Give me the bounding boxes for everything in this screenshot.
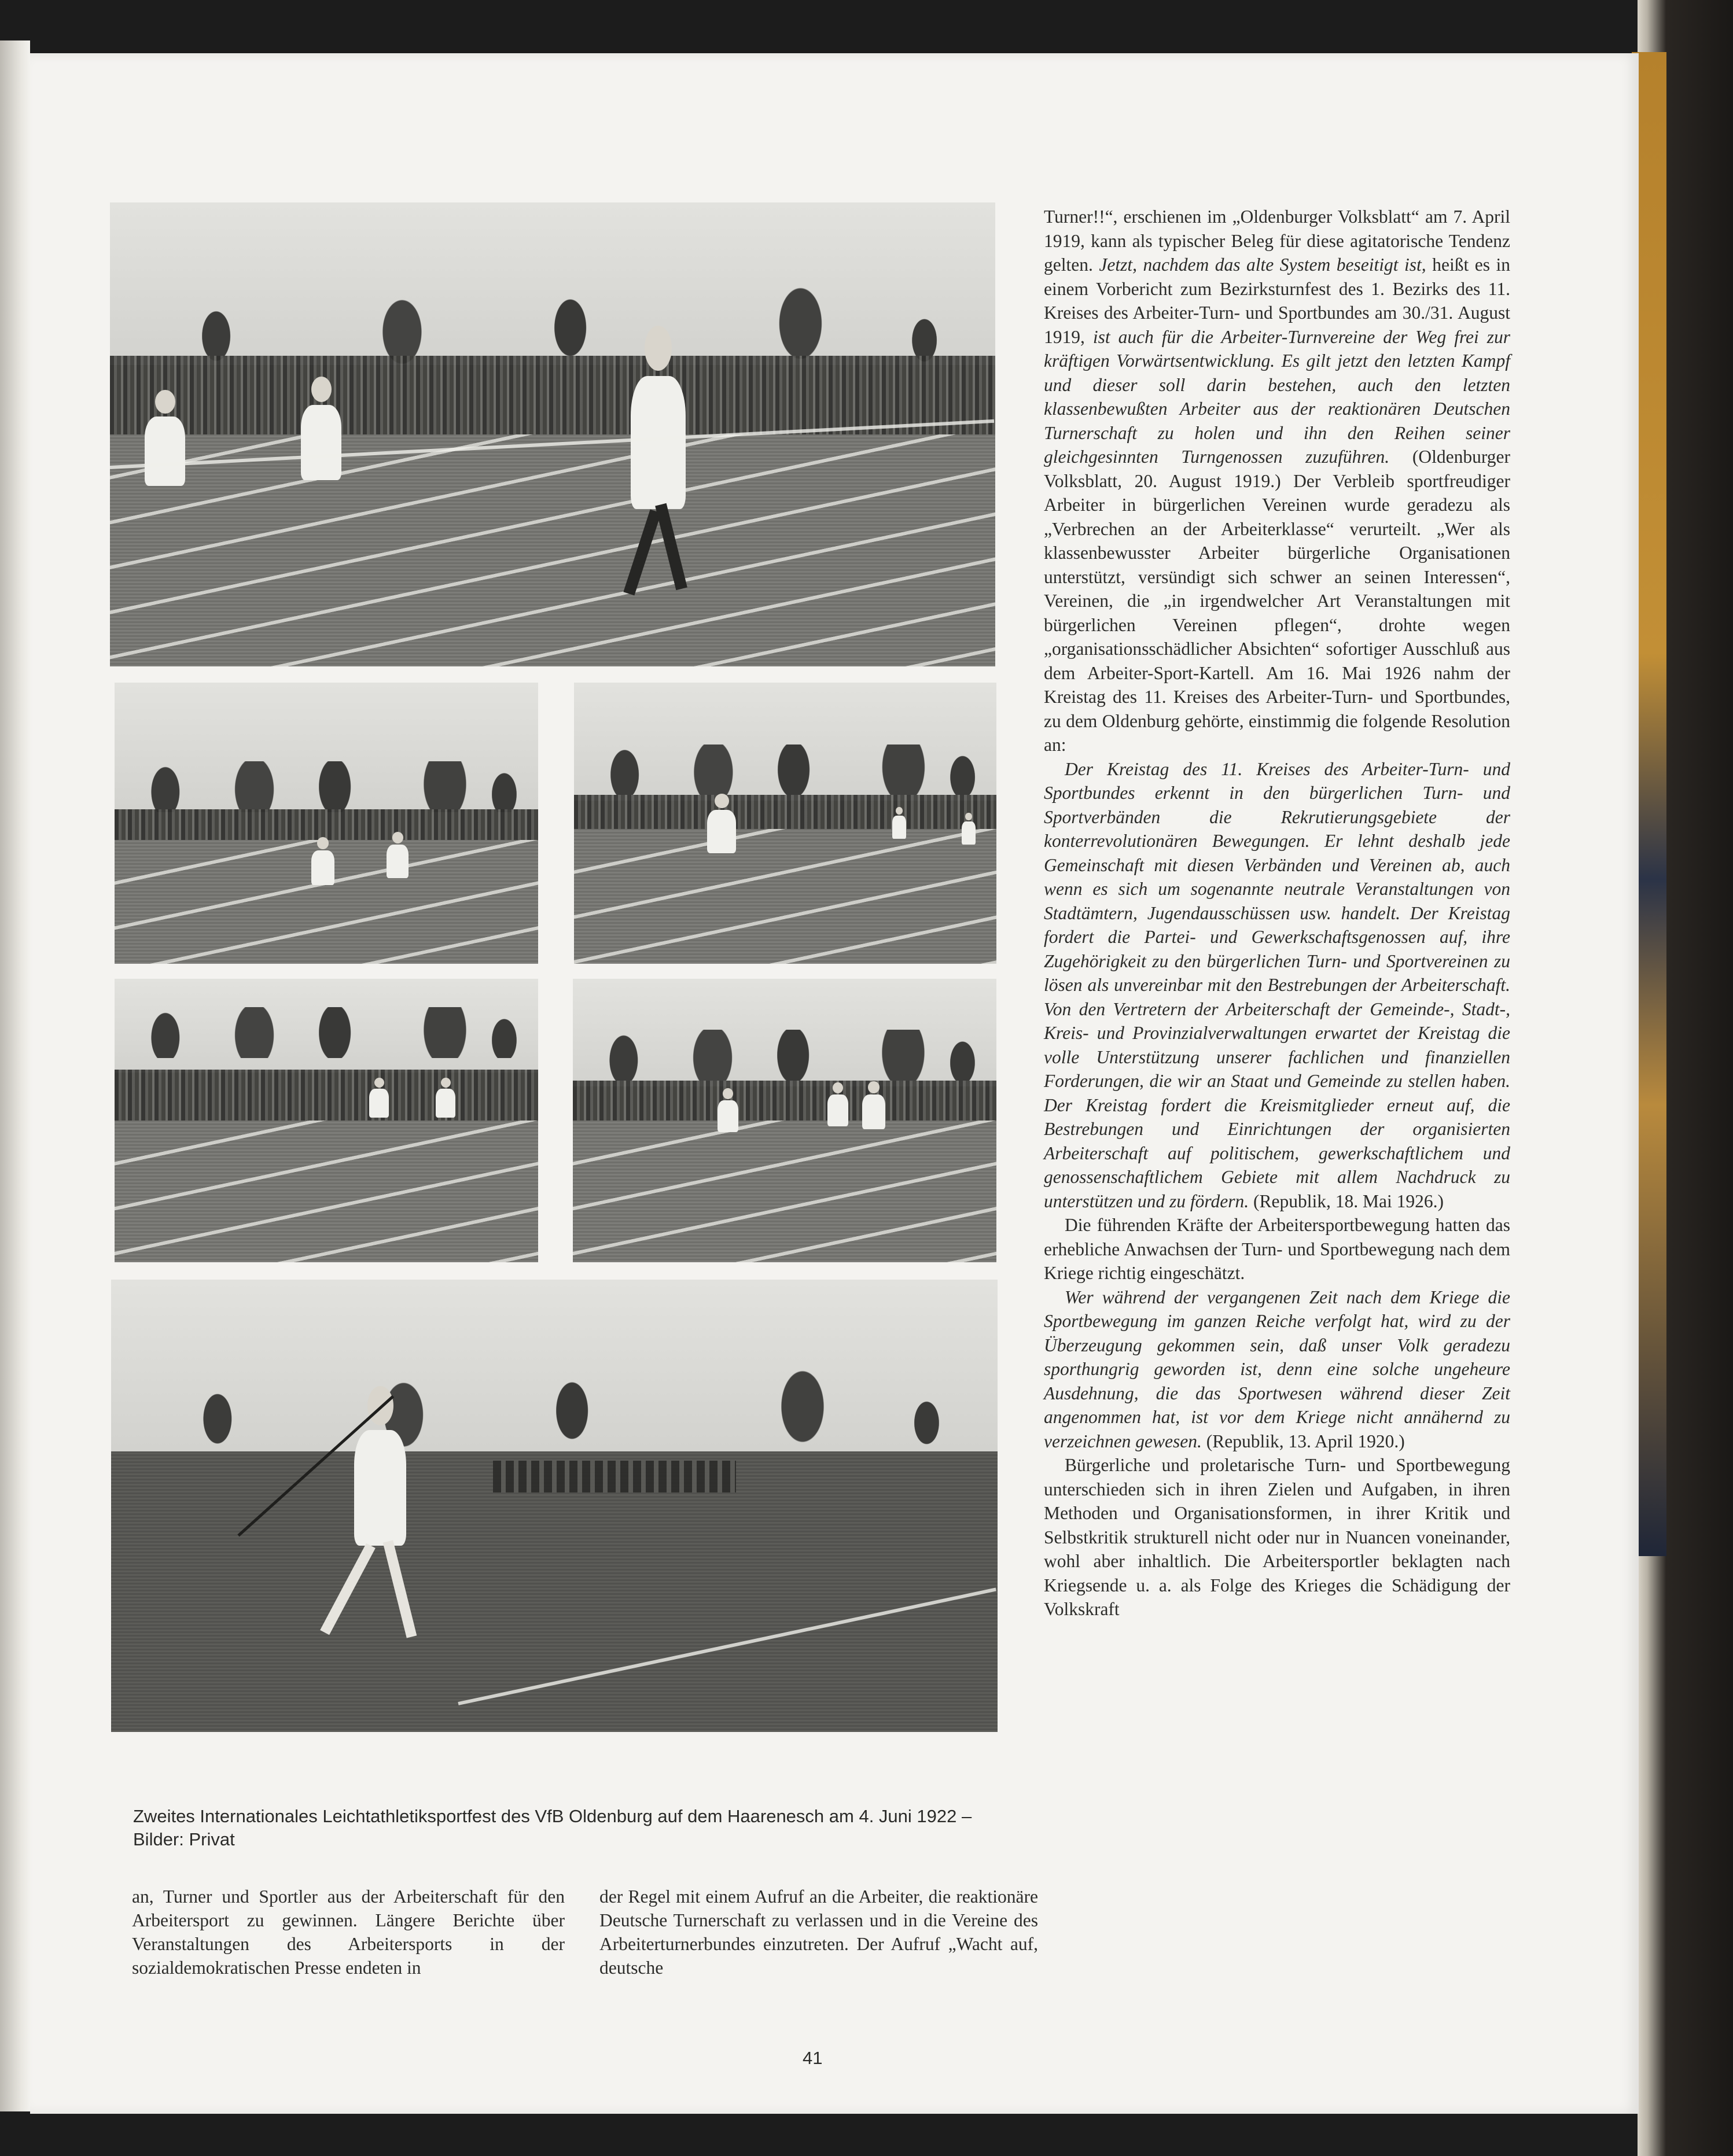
quote-run: Jetzt, nachdem das alte System beseitigt ist, — [1099, 255, 1426, 275]
photo-sprint-5 — [573, 979, 996, 1262]
photo-runner — [436, 1089, 455, 1118]
photo-sprint-3 — [574, 683, 996, 964]
republik-quote — [1044, 1285, 1510, 1454]
photo-javelin-thrower — [354, 1430, 406, 1546]
text-run: (Republik, 13. April 1920.) — [1201, 1431, 1405, 1451]
previous-page-edge — [0, 40, 30, 2111]
photo-trees — [111, 1370, 998, 1451]
photo-track — [115, 1121, 538, 1262]
page-number: 41 — [803, 2048, 823, 2068]
left-bottom-column — [132, 1885, 565, 1980]
body-paragraph — [1044, 205, 1510, 757]
quote-run: Der Kreistag des 11. Kreises des Arbeiter-Turn- und Sportbundes erkennt in den bürgerlichen Turn- und Sportverbänden die Rekrutierungsgebiete der konterrevolutionären Bewegungen. Er lehnt deshalb jede Gemeinschaft mit diesen Verbänden und Vereinen ab, auch wenn es sich um sogenannte neutrale Veranstaltungen von Stadtämtern, Jugendausschüssen usw. handelt. Der Kreistag fordert die Partei- und Gewerkschaftsgenossen auf, ihre Zugehörigkeit zu den bürgerlichen Turn- und Sportvereinen zu lösen als unvereinbar mit den Bestrebungen der Arbeiterschaft. Von den Vertretern der Arbeiterschaft der Gemeinde-, Stadt-, Kreis- und Provinzialverwaltungen erwartet der Kreistag die volle Unterstützung unserer fachlichen und finanziellen Forderungen, die wir an Staat und Gemeinde zu stellen haben. Der Kreistag fordert die Kreismitglieder erneut auf, die Bestrebungen und Einrichtungen der organisierten Arbeiterschaft auf politischem, gewerkschaftlichem und genossenschaftlichem Gebiete mit allem Nachdruck zu unterstützen und zu fördern. — [1044, 758, 1510, 1211]
photo-runner — [707, 810, 736, 853]
photo-crowd — [115, 1070, 538, 1121]
photo-runner — [387, 845, 409, 878]
photo-track — [574, 829, 996, 964]
body-paragraph: Bürgerliche und proletarische Turn- und Sportbewegung unterschieden sich in ihren Zielen und Aufgaben, in ihren Methoden und Organisationsformen, in ihrer Kritik und Selbstkritik strukturell nicht oder nur in Nuancen voneinander, wohl aber inhaltlich. Die Arbeitersportler beklagten nach Kriegsende u. a. als Folge des Krieges die Schädigung der Volkskraft — [1044, 1455, 1510, 1619]
photo-runner — [718, 1100, 738, 1132]
photo-spectators — [493, 1461, 736, 1492]
photo-sprint-finish-top — [110, 202, 995, 666]
book-page — [30, 53, 1639, 2114]
resolution-quote — [1044, 757, 1510, 1214]
photo-crowd — [110, 356, 995, 434]
photo-runner — [892, 816, 906, 839]
text-run: (Oldenburger Volksblatt, 20. August 1919.) Der Verbleib sportfreudiger Arbeiter in bürgerlichen Vereinen wurde geradezu als „Verbrechen an der Arbeiterklasse“ verurteilt. „Wer als klassenbewusster Arbeiter bürgerliche Organisationen unterstützt, versündigt sich schwer an seinen Interessen“, Vereinen, die „in irgendwelcher Art Veranstaltungen mit bürgerlichen Vereinen pflegen“, drohte wegen „organisationsschädlicher Absichten“ sofortiger Ausschluß aus dem Arbeiter-Sport-Kartell. Am 16. Mai 1926 nahm der Kreistag des 11. Kreises des Arbeiter-Turn- und Sportbundes, zu dem Oldenburg gehörte, einstimmig die folgende Resolution an: — [1044, 447, 1510, 755]
photo-runner — [311, 850, 334, 885]
photo-field — [111, 1451, 998, 1732]
photo-track — [573, 1121, 996, 1262]
body-paragraph: Die führenden Kräfte der Arbeitersportbewegung hatten das erhebliche Anwachsen der Turn- und Sportbewegung nach dem Kriege richtig eingeschätzt. — [1044, 1215, 1510, 1283]
photo-crowd — [574, 795, 996, 828]
body-paragraph: an, Turner und Sportler aus der Arbeiterschaft für den Arbeitersport zu gewinnen. Längere Berichte über Veranstaltungen des Arbeitersports in der sozialdemokratischen Presse endeten in — [132, 1886, 565, 1978]
quote-run: ist auch für die Arbeiter-Turnvereine der Weg frei zur kräftigen Vorwärtsentwicklung. Es gilt jetzt den letzten Kampf und dieser soll darin bestehen, auch den letzten klassenbewußten Arbeiter aus der reaktionären Deutschen Turnerschaft zu holen und ihn den Reihen seiner gleichgesinnten Turngenossen zuzuführen. — [1044, 326, 1511, 467]
photo-crowd — [573, 1081, 996, 1121]
photo-sprint-2 — [115, 683, 538, 964]
photo-runner — [962, 821, 976, 845]
photo-trees — [574, 745, 996, 795]
caption-line-1: Zweites Internationales Leichtathletiksportfest des VfB Oldenburg auf dem Haarenesch am 4. Juni 1922 – — [133, 1806, 972, 1826]
caption-line-2: Bilder: Privat — [133, 1829, 235, 1849]
photo-runner — [369, 1089, 389, 1118]
right-column — [1044, 205, 1510, 1621]
photo-runner — [862, 1094, 885, 1129]
photo-runner — [145, 417, 185, 486]
photo-runner — [631, 376, 686, 509]
photo-caption — [133, 1805, 1042, 1851]
photo-sprint-4 — [115, 979, 538, 1262]
photo-runner — [827, 1094, 848, 1126]
text-run: heißt es in einem Vorbericht zum Bezirksturnfest des 1. Bezirks des 11. Kreises des Arbeiter-Turn- und Sportbundes am 30./31. August 1919, — [1044, 255, 1510, 347]
middle-bottom-column — [599, 1885, 1038, 1980]
body-paragraph: der Regel mit einem Aufruf an die Arbeiter, die reaktionäre Deutsche Turnerschaft zu verlassen und in die Vereine des Arbeiterturnerbundes einzutreten. Der Aufruf „Wacht auf, deutsche — [599, 1886, 1038, 1978]
quote-run: Wer während der vergangenen Zeit nach dem Kriege die Sportbewegung im ganzen Reiche verfolgt hat, wird zu der Überzeugung gekommen sein, daß unser Volk geradezu sporthungrig geworden ist, denn eine solche ungeheure Ausdehnung, die das Sportwesen während dieser Zeit angenommen hat, ist vor dem Kriege nicht annähernd zu verzeichnen gewesen. — [1044, 1287, 1510, 1451]
photo-trees — [115, 1007, 538, 1058]
text-run: (Republik, 18. Mai 1926.) — [1249, 1191, 1444, 1211]
photo-trees — [115, 761, 538, 812]
photo-javelin-throw — [111, 1280, 998, 1732]
photo-trees — [573, 1030, 996, 1081]
photo-track — [110, 434, 995, 666]
photo-runner — [301, 405, 341, 480]
text-run: Turner!!“, erschienen im „Oldenburger Volksblatt“ am 7. April 1919, kann als typischer Beleg für diese agitatorische Tendenz gelten. — [1044, 207, 1510, 275]
